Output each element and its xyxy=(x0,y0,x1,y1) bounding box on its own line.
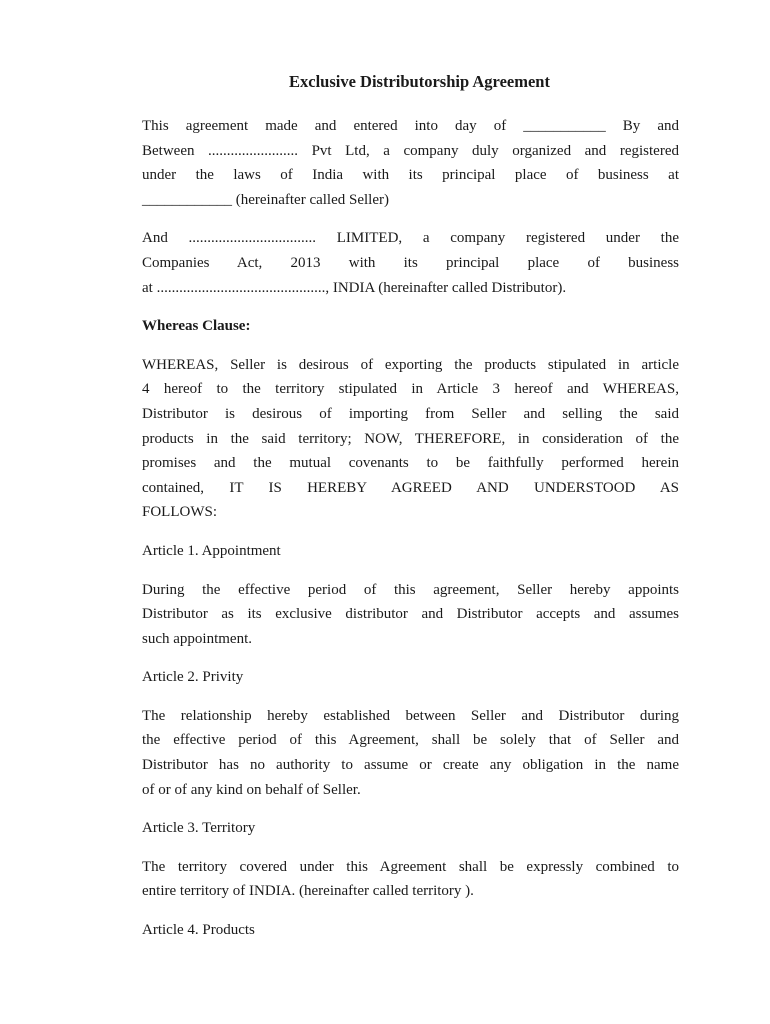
text-line: entire territory of INDIA. (hereinafter called territory ). xyxy=(142,883,474,900)
text-line: promises and the mutual covenants to be faithfully performed herein xyxy=(142,455,679,472)
text-line: The territory covered under this Agreement shall be expressly combined to xyxy=(142,858,679,875)
text-line: contained, IT IS HEREBY AGREED AND UNDERSTOOD AS xyxy=(142,479,679,496)
article-1-paragraph xyxy=(142,578,679,652)
text-line: And .................................. LIMITED, a company registered under the xyxy=(142,230,679,247)
whereas-paragraph xyxy=(142,353,679,525)
text-line: Distributor is desirous of importing from Seller and selling the said xyxy=(142,405,679,422)
article-4-heading: Article 4. Products xyxy=(142,922,255,939)
parties-paragraph-distributor xyxy=(142,226,679,300)
text-line: at ............................................., INDIA (hereinafter called Distributor). xyxy=(142,279,567,296)
article-3-heading: Article 3. Territory xyxy=(142,820,256,837)
document-title: Exclusive Distributorship Agreement xyxy=(289,72,550,91)
article-3-paragraph xyxy=(142,855,679,904)
text-line: the effective period of this Agreement, shall be solely that of Seller and xyxy=(142,732,679,749)
text-line: Companies Act, 2013 with its principal place of business xyxy=(142,254,679,271)
parties-paragraph-seller xyxy=(142,114,679,212)
text-line: 4 hereof to the territory stipulated in Article 3 hereof and WHEREAS, xyxy=(142,381,679,398)
text-line: products in the said territory; NOW, THEREFORE, in consideration of the xyxy=(142,430,679,447)
document-page xyxy=(142,70,679,957)
article-2-paragraph xyxy=(142,704,679,802)
text-line: ____________ (hereinafter called Seller) xyxy=(142,191,389,208)
text-line: This agreement made and entered into day of ___________ By and xyxy=(142,118,679,134)
text-line: Distributor has no authority to assume or create any obligation in the name xyxy=(142,757,679,774)
text-line: Between ........................ Pvt Ltd, a company duly organized and registered xyxy=(142,142,679,159)
text-line: Distributor as its exclusive distributor and Distributor accepts and assumes xyxy=(142,606,679,623)
text-line: WHEREAS, Seller is desirous of exporting the products stipulated in article xyxy=(142,356,679,373)
text-line: During the effective period of this agreement, Seller hereby appoints xyxy=(142,581,679,598)
article-1-heading: Article 1. Appointment xyxy=(142,542,281,559)
text-line: such appointment. xyxy=(142,630,252,647)
article-2-heading: Article 2. Privity xyxy=(142,669,244,686)
text-line: under the laws of India with its principal place of business at xyxy=(142,167,679,184)
text-line: FOLLOWS: xyxy=(142,504,217,521)
text-line: The relationship hereby established between Seller and Distributor during xyxy=(142,707,679,724)
text-line: of or of any kind on behalf of Seller. xyxy=(142,781,361,798)
whereas-heading: Whereas Clause: xyxy=(142,318,251,335)
